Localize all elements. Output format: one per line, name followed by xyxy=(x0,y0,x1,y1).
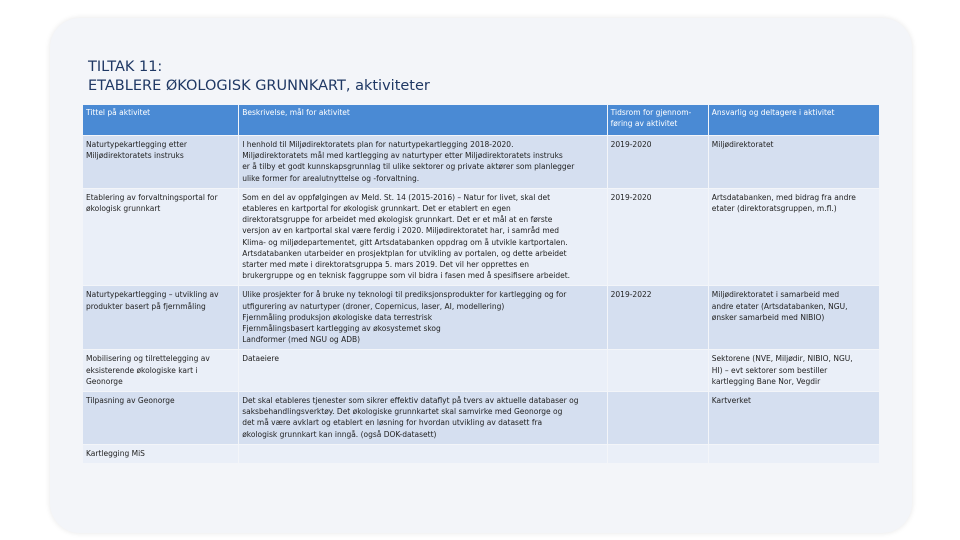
activity-cell-line: Kartlegging MiS xyxy=(86,448,145,458)
header-period-line-2: føring av aktivitet xyxy=(610,119,678,129)
activity-cell xyxy=(83,286,238,349)
responsible-cell-line: Miljødirektoratet xyxy=(711,140,774,149)
table-row xyxy=(83,445,879,463)
table-row xyxy=(83,286,879,349)
activities-table xyxy=(82,104,880,464)
description-cell xyxy=(239,350,606,391)
activity-cell-line: Tilpasning av Geonorge xyxy=(86,396,175,406)
period-cell xyxy=(608,392,708,444)
description-cell-line: versjon av en kartportal skal være ferdig i 2020. Miljødirektoratet har, i samråd med xyxy=(242,226,560,236)
activity-cell xyxy=(83,189,238,286)
description-cell-line: Artsdatabanken utarbeider en prosjektplan for utvikling av portalen, og dette arbeidet xyxy=(242,248,567,258)
description-cell-line: Fjernmåling produksjon økologiske data terrestrisk xyxy=(242,312,433,322)
table-header-row xyxy=(83,105,879,135)
table-row xyxy=(83,350,879,391)
description-cell xyxy=(239,136,606,188)
activity-cell xyxy=(83,392,238,444)
title-line-2: ETABLERE ØKOLOGISK GRUNNKART, aktiviteter xyxy=(88,78,430,94)
period-cell: 2019-2022 xyxy=(608,286,708,349)
table-body xyxy=(83,136,879,463)
description-cell xyxy=(239,445,606,463)
activity-cell xyxy=(83,445,238,463)
responsible-cell-line: etater (direktoratsgruppen, m.fl.) xyxy=(711,204,837,214)
header-period xyxy=(608,105,708,135)
responsible-cell xyxy=(709,392,879,444)
description-cell xyxy=(239,286,606,349)
activity-cell-line: Naturtypekartlegging – utvikling av xyxy=(86,290,219,300)
description-cell-line: direktoratsgruppe for arbeidet med økologisk grunnkart. Det er et mål at en første xyxy=(242,215,553,225)
activity-cell-line: økologisk grunnkart xyxy=(86,204,161,214)
table-row xyxy=(83,136,879,188)
responsible-cell xyxy=(709,350,879,391)
title-line-1: TILTAK 11: xyxy=(88,59,163,75)
responsible-cell-line: Sektorene (NVE, Miljødir, NIBIO, NGU, xyxy=(711,354,853,364)
responsible-cell xyxy=(709,189,879,286)
description-cell-line: det må være avklart og etablert en løsning for hvordan utvikling av datasett fra xyxy=(242,418,543,428)
description-cell-line: Klima- og miljødepartementet, gitt Artsdatabanken oppdrag om å utvikle kartportalen. xyxy=(242,237,568,247)
description-cell-line: Fjernmålingsbasert kartlegging av økosystemet skog xyxy=(242,324,441,334)
responsible-cell-line: HI) – evt sektorer som bestiller xyxy=(711,365,828,375)
responsible-cell-line: kartlegging Bane Nor, Vegdir xyxy=(711,376,821,386)
slide-title xyxy=(88,58,688,96)
period-cell xyxy=(608,350,708,391)
description-cell-line: Ulike prosjekter for å bruke ny teknologi til prediksjonsprodukter for kartlegging og for xyxy=(242,290,567,300)
period-cell xyxy=(608,445,708,463)
description-cell-line: Som en del av oppfølgingen av Meld. St. 14 (2015-2016) – Natur for livet, skal det xyxy=(242,192,551,202)
table-row xyxy=(83,392,879,444)
activity-cell-line: Geonorge xyxy=(86,376,123,386)
description-cell xyxy=(239,189,606,286)
responsible-cell-line: Kartverket xyxy=(711,396,751,406)
activity-cell xyxy=(83,350,238,391)
period-cell: 2019-2020 xyxy=(608,136,708,188)
activity-cell xyxy=(83,136,238,188)
table-row xyxy=(83,189,879,286)
activity-cell-line: Naturtypekartlegging etter xyxy=(86,140,187,149)
description-cell-line: saksbehandlingsverktøy. Det økologiske grunnkartet skal samvirke med Geonorge og xyxy=(242,407,563,417)
activity-cell-line: Mobilisering og tilrettelegging av xyxy=(86,354,210,364)
description-cell-line: Miljødirektoratets mål med kartlegging av naturtyper etter Miljødirektoratets instruks xyxy=(242,151,563,161)
description-cell-line: brukergruppe og en teknisk faggruppe som vil bidra i fasen med å spesifisere arbeidet. xyxy=(242,271,571,281)
description-cell-line: ulike former for arealutnyttelse og -forvaltning. xyxy=(242,173,420,183)
responsible-cell xyxy=(709,445,879,463)
description-cell xyxy=(239,392,606,444)
description-cell-line: økologisk grunnkart kan inngå. (også DOK-datasett) xyxy=(242,429,437,439)
description-cell-line: I henhold til Miljødirektoratets plan for naturtypekartlegging 2018-2020. xyxy=(242,140,514,149)
description-cell-line: Det skal etableres tjenester som sikrer effektiv dataflyt på tvers av aktuelle databaser og xyxy=(242,396,579,406)
description-cell-line: Landformer (med NGU og ADB) xyxy=(242,335,361,345)
responsible-cell-line: andre etater (Artsdatabanken, NGU, xyxy=(711,301,848,311)
description-cell-line: utfigurering av naturtyper (droner, Copernicus, laser, AI, modellering) xyxy=(242,301,505,311)
responsible-cell-line: Artsdatabanken, med bidrag fra andre xyxy=(711,192,856,202)
period-cell: 2019-2020 xyxy=(608,189,708,286)
activity-cell-line: eksisterende økologiske kart i xyxy=(86,365,198,375)
header-period-line-1: Tidsrom for gjennom- xyxy=(610,108,692,117)
activity-cell-line: produkter basert på fjernmåling xyxy=(86,301,206,311)
responsible-cell-line: ønsker samarbeid med NIBIO) xyxy=(711,312,825,322)
header-responsible: Ansvarlig og deltagere i aktivitet xyxy=(709,105,879,135)
responsible-cell-line: Miljødirektoratet i samarbeid med xyxy=(711,290,840,300)
activity-cell-line: Miljødirektoratets instruks xyxy=(86,151,184,161)
header-activity: Tittel på aktivitet xyxy=(83,105,238,135)
description-cell-line: er å tilby et godt kunnskapsgrunnlag til ulike sektorer og private aktører som planlegger xyxy=(242,162,575,172)
responsible-cell xyxy=(709,286,879,349)
header-description: Beskrivelse, mål for aktivitet xyxy=(239,105,606,135)
responsible-cell xyxy=(709,136,879,188)
description-cell-line: etableres en kartportal for økologisk grunnkart. Det er etablert en egen xyxy=(242,204,511,214)
activity-cell-line: Etablering av forvaltningsportal for xyxy=(86,192,218,202)
description-cell-line: Dataeiere xyxy=(242,354,279,364)
description-cell-line: starter med møte i direktoratsgruppa 5. mars 2019. Det vil her opprettes en xyxy=(242,260,529,270)
